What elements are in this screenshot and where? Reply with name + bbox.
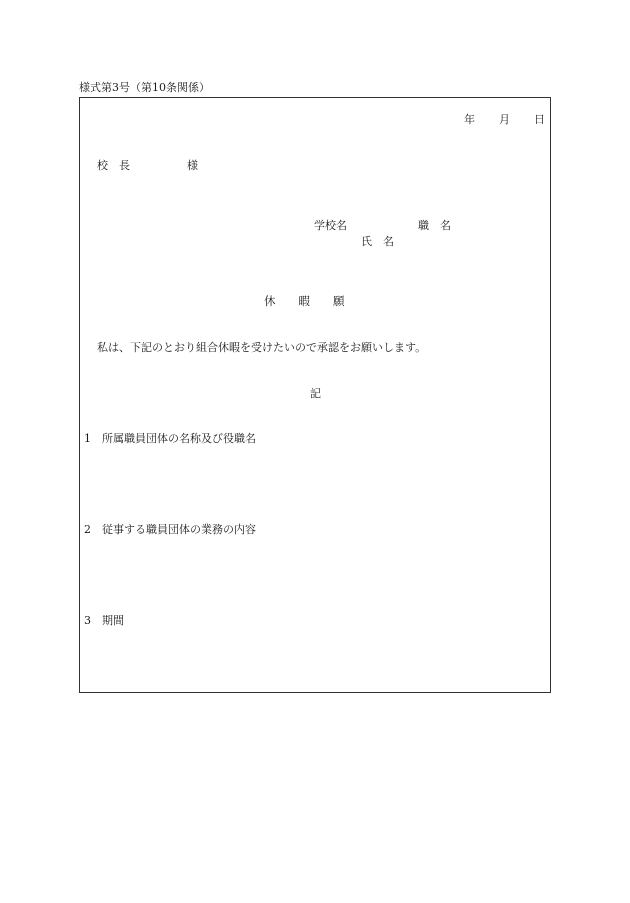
ki-marker: 記	[310, 387, 321, 400]
school-name-label: 学校名	[314, 219, 347, 232]
person-name-label: 氏 名	[361, 235, 394, 248]
item-number: 2	[84, 523, 91, 536]
job-title-label: 職 名	[418, 219, 451, 232]
item-number: 3	[84, 614, 91, 627]
item-text: 従事する職員団体の業務の内容	[102, 523, 256, 536]
date-year-label: 年	[464, 113, 475, 126]
item-text: 所属職員団体の名称及び役職名	[102, 432, 256, 445]
item-period	[84, 615, 124, 626]
item-duties	[84, 524, 256, 535]
form-number: 様式第3号（第10条関係）	[79, 81, 210, 94]
date-month-label: 月	[499, 113, 510, 126]
item-text: 期間	[102, 614, 124, 627]
item-organization	[84, 433, 256, 444]
request-statement: 私は、下記のとおり組合休暇を受けたいので承認をお願いします。	[97, 341, 427, 354]
addressee-honorific: 様	[187, 159, 198, 172]
document-title: 休 暇 願	[264, 294, 345, 308]
date-day-label: 日	[534, 113, 545, 126]
date-line	[464, 114, 545, 125]
item-number: 1	[84, 432, 91, 445]
addressee	[97, 160, 198, 171]
addressee-title: 校 長	[97, 159, 130, 172]
